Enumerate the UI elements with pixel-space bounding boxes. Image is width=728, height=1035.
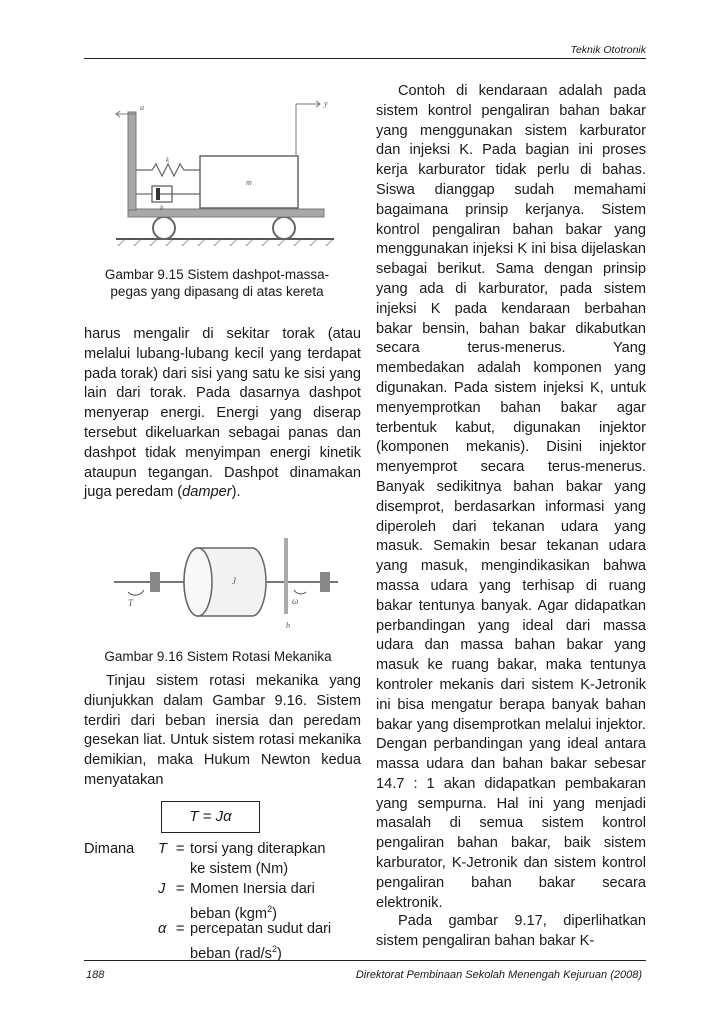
label-T: T xyxy=(128,598,134,608)
definition-torque-symbol: T xyxy=(158,841,167,857)
definition-acceleration-line-1: percepatan sudut dari xyxy=(190,921,332,937)
figure-rotation-system xyxy=(114,534,338,634)
label-omega: ω xyxy=(292,596,299,606)
definition-acceleration-text xyxy=(190,920,390,964)
cylinder-face xyxy=(184,548,212,616)
right-paragraph-2 xyxy=(376,912,646,952)
figure-2-caption-text: Gambar 9.16 Sistem Rotasi Mekanika xyxy=(104,649,332,664)
figure-1-caption xyxy=(88,266,346,300)
definitions-label: Dimana xyxy=(84,841,135,857)
right-paragraph-2-text: Pada gambar 9.17, diperlihatkan sistem pengaliran bahan bakar K- xyxy=(376,913,646,949)
left-paragraph-2 xyxy=(84,672,361,791)
rotation-diagram xyxy=(114,534,338,634)
figure-2-caption xyxy=(88,648,348,665)
definition-torque-eq: = xyxy=(176,841,185,857)
dashpot-piston xyxy=(156,188,160,200)
spring-k xyxy=(136,164,200,176)
page-number: 188 xyxy=(86,969,105,981)
right-wheel xyxy=(273,217,295,239)
page-footer xyxy=(84,960,646,983)
running-header xyxy=(84,44,646,59)
definition-torque-line-1: torsi yang diterapkan xyxy=(190,841,326,857)
definition-acceleration-line-2-post: ) xyxy=(276,945,282,962)
damper-plate xyxy=(284,538,288,614)
figure-1-caption-line-2: pegas yang dipasang di atas kereta xyxy=(110,284,324,299)
definition-inertia-text xyxy=(190,880,390,924)
left-bearing xyxy=(150,572,160,592)
definition-acceleration-line-2-pre: beban (rad/s xyxy=(190,945,272,962)
cart-platform xyxy=(128,209,324,217)
right-paragraph-1 xyxy=(376,82,646,913)
left-paragraph-1-text-a: harus mengalir di sekitar torak (atau melalui lubang-lubang kecil yang terdapat pada torak) dari sisi yang satu ke sisi yang lain dari torak. Pada dasarnya dashpot menyerap energi. Energi yang diserap tersebut dikeluarkan sebagai panas dan dashpot tidak menyimpan energi kinetik ataupun tegangan. Dashpot dinamakan juga peredam ( xyxy=(84,326,361,501)
right-bearing xyxy=(320,572,330,592)
left-wheel xyxy=(153,217,175,239)
definition-inertia-line-2-post: ) xyxy=(272,905,277,922)
label-b: b xyxy=(160,204,164,212)
label-y: y xyxy=(324,99,328,108)
left-paragraph-1-text-b: ). xyxy=(231,484,241,501)
header-title: Teknik Ototronik xyxy=(570,44,646,56)
definition-inertia-line-2-pre: beban (kgm xyxy=(190,905,268,922)
definition-torque-text xyxy=(190,840,390,880)
left-paragraph-1-term: damper xyxy=(182,484,232,501)
figure-1-caption-line-1: Gambar 9.15 Sistem dashpot-massa- xyxy=(104,267,330,282)
cart-wall xyxy=(128,112,136,210)
definition-acceleration-symbol: α xyxy=(158,921,167,937)
definitions xyxy=(84,840,374,960)
definition-torque-line-2: ke sistem (Nm) xyxy=(190,860,289,877)
definition-inertia-eq: = xyxy=(176,881,185,897)
definition-acceleration-eq: = xyxy=(176,921,185,937)
definition-torque xyxy=(84,840,374,880)
definition-inertia-sup: 2 xyxy=(267,903,273,914)
right-paragraph-1-text: Contoh di kendaraan adalah pada sistem kontrol pengaliran bahan bakar yang menggunakan sistem karburator dan injeksi K. Pada bagian ini proses kerja karburator tidak perlu di bahas. Siswa dianggap sudah memahami bagaimana prinsip kerjanya. Sistem kontrol pengaliran bahan bakar yang menggunakan injeksi K ini bisa dijelaskan sebagai berikut. Sama dengan prinsip yang ada di karburator, pada sistem injeksi K pada kendaraan berbahan bakar bensin, bahan bakar dikabutkan secara terus-menerus. Yang membedakan adalah komponen yang digunakan. Pada sistem injeksi K, untuk menyemprotkan bahan bakar agar terbentuk kabut, digunakan injektor (komponen mekanis). Disini injektor menyemprot secara terus-menerus. Banyak sedikitnya bahan bakar yang disemprot, berdasarkan informasi yang diperoleh dari tekanan udara yang masuk. Semakin besar tekanan udara yang masuk, mengindikasikan bahwa massa udara yang terhisap di ruang bakar tentunya banyak. Agar didapatkan perbandingan yang ideal dari massa udara dan massa bahan bakar yang masuk ke ruang bakar, maka tentunya kontroler mekanis dari sistem K-Jetronik ini bisa mengatur berapa banyak bahan bakar yang disemprotkan melalui injektor. Dengan perbandingan yang ideal antara massa udara dan bahan bakar sebesar 14.7 : 1 akan didapatkan pembakaran yang sempurna. Hal ini yang menjadi masalah di semua sistem kontrol pengaliran bahan bakar, baik sistem karburator, K-Jetronik dan sistem kontrol pengaliran bahan bakar secara elektronik. xyxy=(376,83,646,911)
left-paragraph-1 xyxy=(84,325,361,503)
dashpot-diagram xyxy=(110,92,340,260)
definition-inertia xyxy=(84,880,374,920)
label-b-rot: b xyxy=(286,621,290,630)
omega-arrow xyxy=(294,590,306,594)
torque-arrow xyxy=(128,590,144,595)
definition-acceleration xyxy=(84,920,374,960)
definition-acceleration-sup: 2 xyxy=(271,943,277,954)
label-J: J xyxy=(232,576,236,586)
left-paragraph-2-text: Tinjau sistem rotasi mekanika yang diunjukkan dalam Gambar 9.16. Sistem terdiri dari beban inersia dan peredam gesekan liat. Untuk sistem rotasi mekanika demikian, maka Hukum Newton kedua menyatakan xyxy=(84,673,361,788)
newton-formula xyxy=(161,801,260,833)
publisher: Direktorat Pembinaan Sekolah Menengah Kejuruan (2008) xyxy=(355,969,642,981)
figure-dashpot-mass-spring xyxy=(110,92,340,260)
label-u: u xyxy=(140,103,144,112)
label-m: m xyxy=(246,178,252,187)
label-k: k xyxy=(166,156,170,164)
ground-hatch xyxy=(118,240,332,246)
formula-text: T = Jα xyxy=(189,808,232,825)
definition-inertia-symbol: J xyxy=(158,881,166,897)
definition-inertia-line-1: Momen Inersia dari xyxy=(190,881,315,897)
